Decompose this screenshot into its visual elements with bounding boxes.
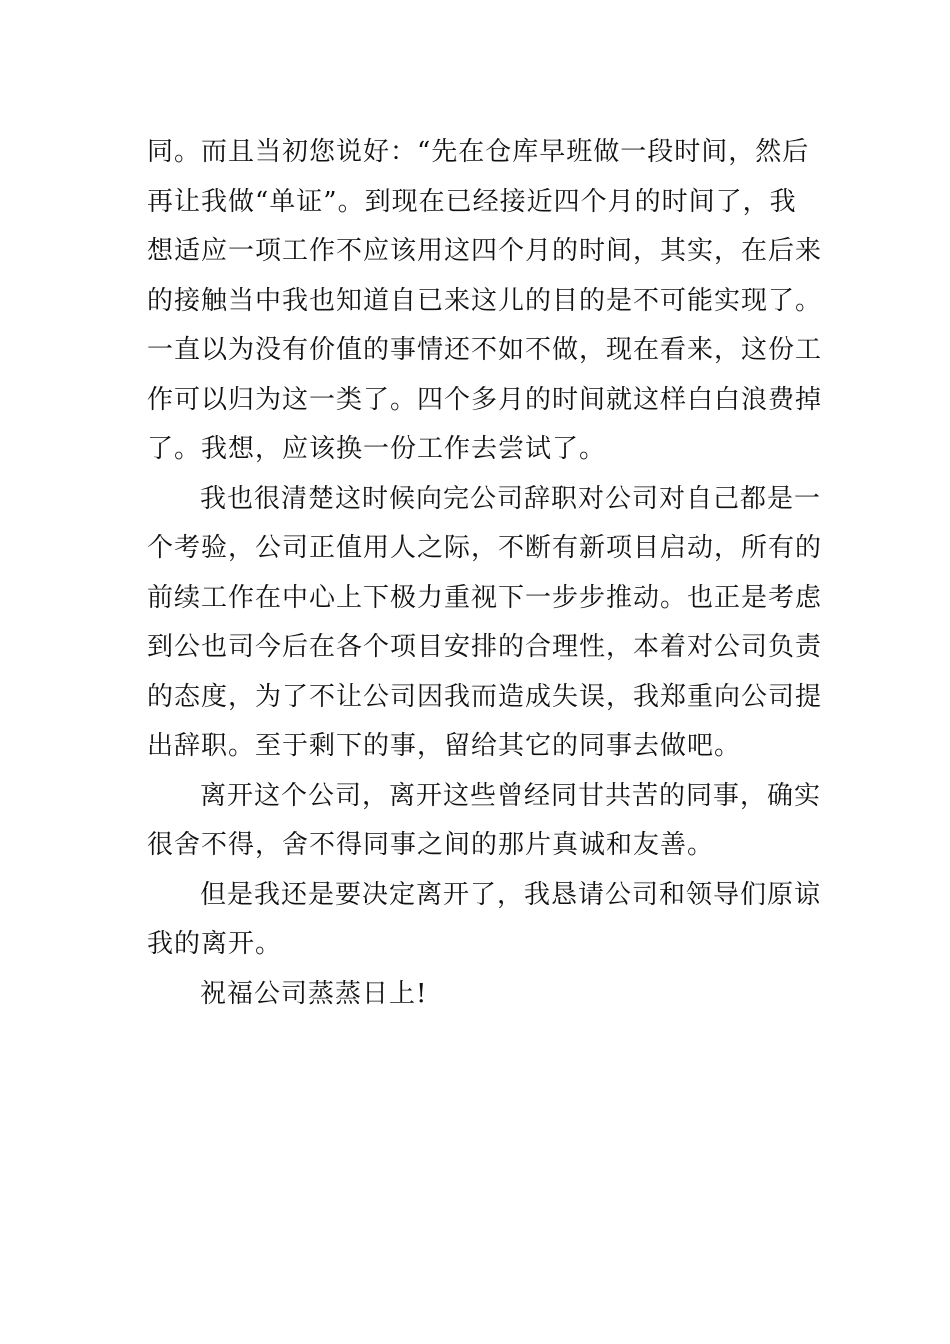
paragraph-line: 离开这个公司，离开这些曾经同甘共苦的同事，确实 [200,780,822,811]
paragraph-line: 一直以为没有价值的事情还不如不做，现在看来，这份工 [147,335,823,365]
paragraph-line: 到公也司今后在各个项目安排的合理性，本着对公司负责 [147,632,823,662]
paragraph-line: 作可以归为这一类了。四个多月的时间就这样白白浪费掉 [147,384,823,415]
paragraph-line: 了。我想，应该换一份工作去尝试了。 [147,434,607,464]
paragraph-line: 个考验，公司正值用人之际，不断有新项目启动，所有的 [147,533,823,563]
closing-line: 祝福公司蒸蒸日上! [200,978,428,1009]
paragraph-line: 的接触当中我也知道自已来这儿的目的是不可能实现了。 [147,285,823,316]
paragraph-line: 我的离开。 [147,929,283,959]
paragraph-line: 再让我做“单证”。到现在已经接近四个月的时间了，我 [147,186,797,217]
paragraph-line: 前续工作在中心上下极力重视下一步步推动。也正是考虑 [147,582,823,613]
paragraph-line: 但是我还是要决定离开了，我恳请公司和领导们原谅 [200,879,822,910]
paragraph-line: 出辞职。至于剩下的事，留给其它的同事去做吧。 [147,731,742,761]
letter-body [147,128,823,1019]
paragraph-line: 我也很清楚这时候向完公司辞职对公司对自己都是一 [200,483,822,514]
paragraph-line: 同。而且当初您说好：“先在仓库早班做一段时间，然后 [147,137,810,167]
paragraph-line: 很舍不得，舍不得同事之间的那片真诚和友善。 [147,830,715,860]
paragraph-line: 的态度，为了不让公司因我而造成失误，我郑重向公司提 [147,681,823,712]
paragraph-line: 想适应一项工作不应该用这四个月的时间，其实，在后来 [147,236,823,266]
